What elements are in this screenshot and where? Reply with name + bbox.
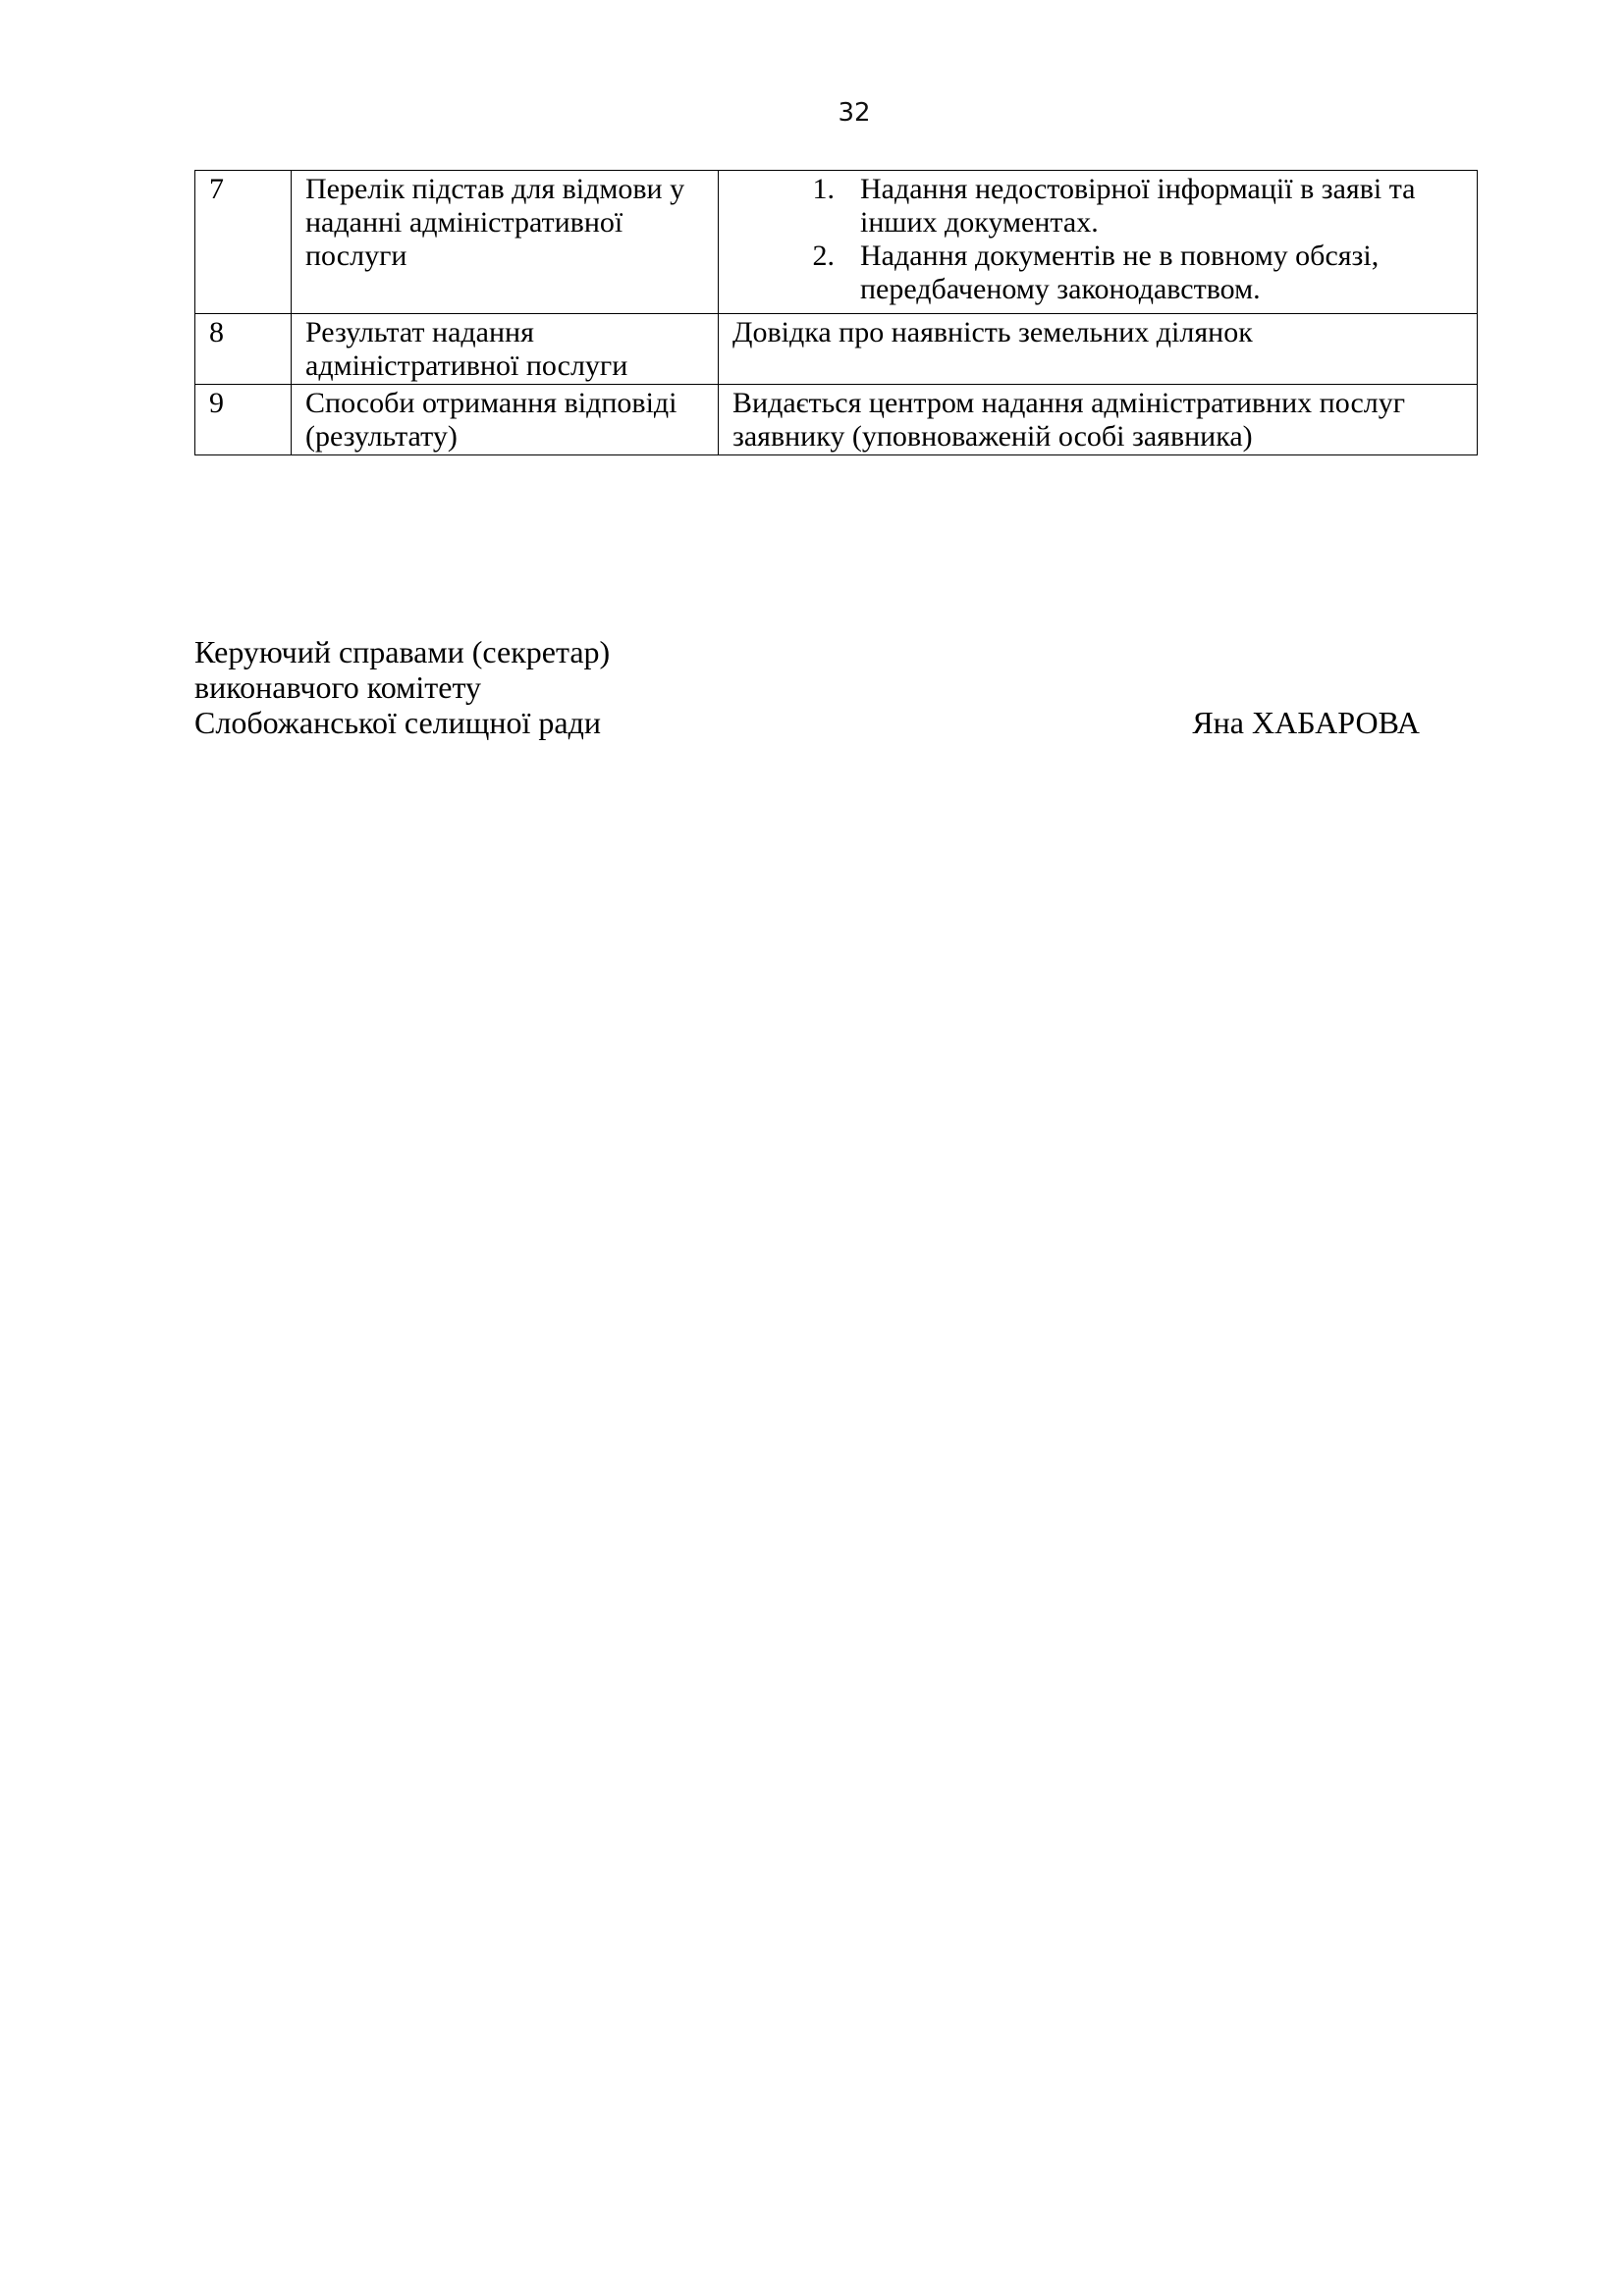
table-row	[195, 314, 1478, 385]
signature-last-row	[194, 705, 1432, 740]
row-number: 8	[195, 314, 292, 385]
signer-position-line: Слобожанської селищної ради	[194, 705, 601, 740]
table-row	[195, 171, 1478, 314]
service-info-table	[194, 170, 1478, 455]
row-label: Результат надання адміністративної послуги	[292, 314, 719, 385]
signer-position-line: Керуючий справами (секретар)	[194, 634, 611, 669]
refusal-reasons-list	[732, 173, 1465, 306]
list-item-text: Надання недостовірної інформації в заяві та інших документах.	[860, 173, 1416, 239]
row-value: Видається центром надання адміністративних послуг заявнику (уповноваженій особі заявника)	[719, 385, 1478, 455]
row-value: Довідка про наявність земельних ділянок	[719, 314, 1478, 385]
row-number: 7	[195, 171, 292, 314]
row-value	[719, 171, 1478, 314]
list-item	[732, 173, 1465, 240]
row-label: Способи отримання відповіді (результату)	[292, 385, 719, 455]
signer-position-line: виконавчого комітету	[194, 669, 481, 705]
list-item-marker: 2.	[812, 240, 835, 272]
list-item	[732, 240, 1465, 306]
page-number: 32	[838, 98, 871, 128]
list-item-marker: 1.	[812, 173, 835, 205]
signature-block	[194, 634, 1432, 740]
signer-name: Яна ХАБАРОВА	[1192, 705, 1420, 740]
list-item-text: Надання документів не в повному обсязі, передбаченому законодавством.	[860, 240, 1380, 305]
table-row	[195, 385, 1478, 455]
row-label: Перелік підстав для відмови у наданні адміністративної послуги	[292, 171, 719, 314]
row-number: 9	[195, 385, 292, 455]
